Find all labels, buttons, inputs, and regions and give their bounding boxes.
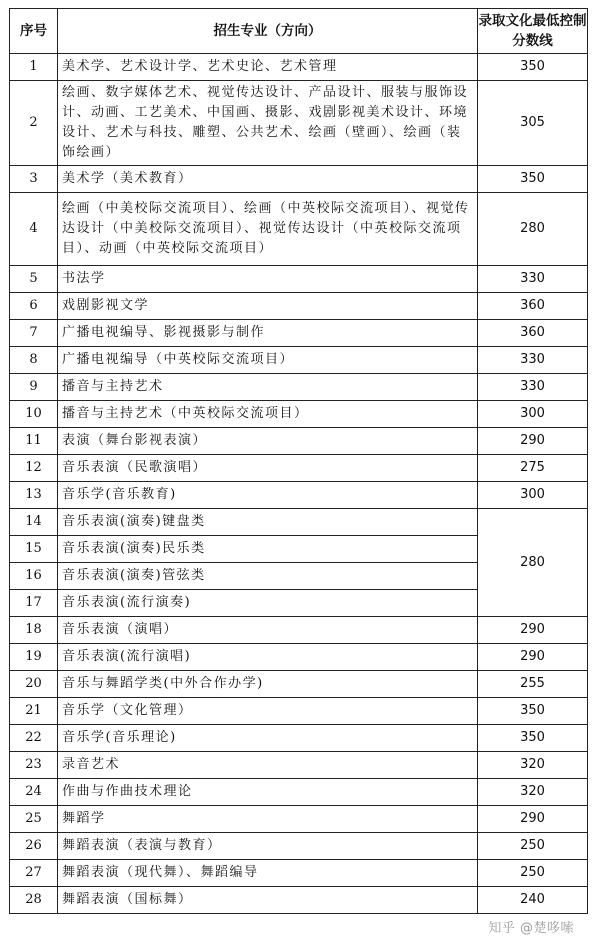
row-number: 10 — [10, 401, 58, 428]
table-row — [10, 166, 588, 193]
row-number: 16 — [10, 563, 58, 590]
row-score: 305 — [478, 81, 588, 166]
row-number: 14 — [10, 509, 58, 536]
row-score: 290 — [478, 617, 588, 644]
row-major: 舞蹈表演（国标舞） — [58, 887, 478, 914]
row-number: 8 — [10, 347, 58, 374]
row-number: 25 — [10, 806, 58, 833]
row-major: 音乐表演(演奏)民乐类 — [58, 536, 478, 563]
header-serial-number: 序号 — [10, 9, 58, 54]
row-major: 播音与主持艺术（中英校际交流项目） — [58, 401, 478, 428]
row-score: 360 — [478, 320, 588, 347]
row-score: 255 — [478, 671, 588, 698]
row-number: 27 — [10, 860, 58, 887]
row-major: 美术学、艺术设计学、艺术史论、艺术管理 — [58, 54, 478, 81]
header-min-score: 录取文化最低控制分数线 — [478, 9, 588, 54]
row-major: 音乐学（文化管理） — [58, 698, 478, 725]
row-number: 24 — [10, 779, 58, 806]
row-score: 330 — [478, 347, 588, 374]
row-number: 26 — [10, 833, 58, 860]
row-major: 舞蹈学 — [58, 806, 478, 833]
row-number: 12 — [10, 455, 58, 482]
row-score: 330 — [478, 374, 588, 401]
row-major: 绘画、数字媒体艺术、视觉传达设计、产品设计、服装与服饰设计、动画、工艺美术、中国画、摄影、戏剧影视美术设计、环境设计、艺术与科技、雕塑、公共艺术、绘画（壁画）、绘画（装饰绘画） — [58, 81, 478, 166]
row-number: 21 — [10, 698, 58, 725]
row-number: 1 — [10, 54, 58, 81]
table-row — [10, 193, 588, 266]
row-major: 表演（舞台影视表演） — [58, 428, 478, 455]
table-row — [10, 482, 588, 509]
row-number: 11 — [10, 428, 58, 455]
row-major: 戏剧影视文学 — [58, 293, 478, 320]
row-major: 绘画（中美校际交流项目）、绘画（中英校际交流项目）、视觉传达设计（中美校际交流项目）、视觉传达设计（中英校际交流项目）、动画（中英校际交流项目） — [58, 193, 478, 266]
row-major: 音乐表演(演奏)键盘类 — [58, 509, 478, 536]
row-major: 音乐表演（演唱） — [58, 617, 478, 644]
row-score: 320 — [478, 752, 588, 779]
row-major: 舞蹈表演（现代舞）、舞蹈编导 — [58, 860, 478, 887]
admission-score-table — [9, 8, 588, 914]
row-major: 播音与主持艺术 — [58, 374, 478, 401]
table-row — [10, 779, 588, 806]
table-row — [10, 698, 588, 725]
row-major: 录音艺术 — [58, 752, 478, 779]
row-number: 28 — [10, 887, 58, 914]
row-number: 9 — [10, 374, 58, 401]
table-row — [10, 671, 588, 698]
table-row — [10, 320, 588, 347]
table-row — [10, 401, 588, 428]
row-number: 18 — [10, 617, 58, 644]
table-row — [10, 81, 588, 166]
row-number: 6 — [10, 293, 58, 320]
row-score: 290 — [478, 806, 588, 833]
table-row — [10, 266, 588, 293]
row-score: 350 — [478, 54, 588, 81]
table-row — [10, 54, 588, 81]
row-score: 290 — [478, 428, 588, 455]
row-score: 320 — [478, 779, 588, 806]
table-row — [10, 509, 588, 536]
header-major: 招生专业（方向） — [58, 9, 478, 54]
row-major: 音乐学(音乐理论) — [58, 725, 478, 752]
table-row — [10, 455, 588, 482]
row-major: 音乐表演(流行演唱) — [58, 644, 478, 671]
row-score: 290 — [478, 644, 588, 671]
row-major: 广播电视编导（中英校际交流项目） — [58, 347, 478, 374]
row-number: 19 — [10, 644, 58, 671]
row-major: 音乐表演(演奏)管弦类 — [58, 563, 478, 590]
row-major: 美术学（美术教育） — [58, 166, 478, 193]
row-number: 22 — [10, 725, 58, 752]
table-header-row — [10, 9, 588, 54]
row-number: 3 — [10, 166, 58, 193]
table-row — [10, 617, 588, 644]
row-number: 13 — [10, 482, 58, 509]
watermark-text: 知乎 @楚哆嗦 — [488, 917, 574, 936]
row-score-merged: 280 — [478, 509, 588, 617]
table-row — [10, 752, 588, 779]
table-row — [10, 860, 588, 887]
row-score: 330 — [478, 266, 588, 293]
row-score: 250 — [478, 833, 588, 860]
row-number: 7 — [10, 320, 58, 347]
row-major: 音乐表演(流行演奏) — [58, 590, 478, 617]
row-score: 250 — [478, 860, 588, 887]
row-score: 350 — [478, 166, 588, 193]
row-number: 4 — [10, 193, 58, 266]
row-major: 音乐学(音乐教育) — [58, 482, 478, 509]
table-row — [10, 887, 588, 914]
table-row — [10, 806, 588, 833]
table-row — [10, 725, 588, 752]
row-major: 作曲与作曲技术理论 — [58, 779, 478, 806]
row-major: 音乐表演（民歌演唱） — [58, 455, 478, 482]
row-number: 15 — [10, 536, 58, 563]
row-score: 275 — [478, 455, 588, 482]
row-score: 360 — [478, 293, 588, 320]
row-score: 300 — [478, 401, 588, 428]
table-row — [10, 347, 588, 374]
row-score: 280 — [478, 193, 588, 266]
row-major: 音乐与舞蹈学类(中外合作办学) — [58, 671, 478, 698]
row-major: 书法学 — [58, 266, 478, 293]
table-row — [10, 428, 588, 455]
row-score: 240 — [478, 887, 588, 914]
row-major: 广播电视编导、影视摄影与制作 — [58, 320, 478, 347]
row-number: 17 — [10, 590, 58, 617]
row-score: 350 — [478, 725, 588, 752]
table-row — [10, 833, 588, 860]
row-score: 300 — [478, 482, 588, 509]
table-row — [10, 293, 588, 320]
row-number: 2 — [10, 81, 58, 166]
row-number: 23 — [10, 752, 58, 779]
row-score: 350 — [478, 698, 588, 725]
row-number: 20 — [10, 671, 58, 698]
table-row — [10, 374, 588, 401]
row-number: 5 — [10, 266, 58, 293]
table-row — [10, 644, 588, 671]
row-major: 舞蹈表演（表演与教育） — [58, 833, 478, 860]
